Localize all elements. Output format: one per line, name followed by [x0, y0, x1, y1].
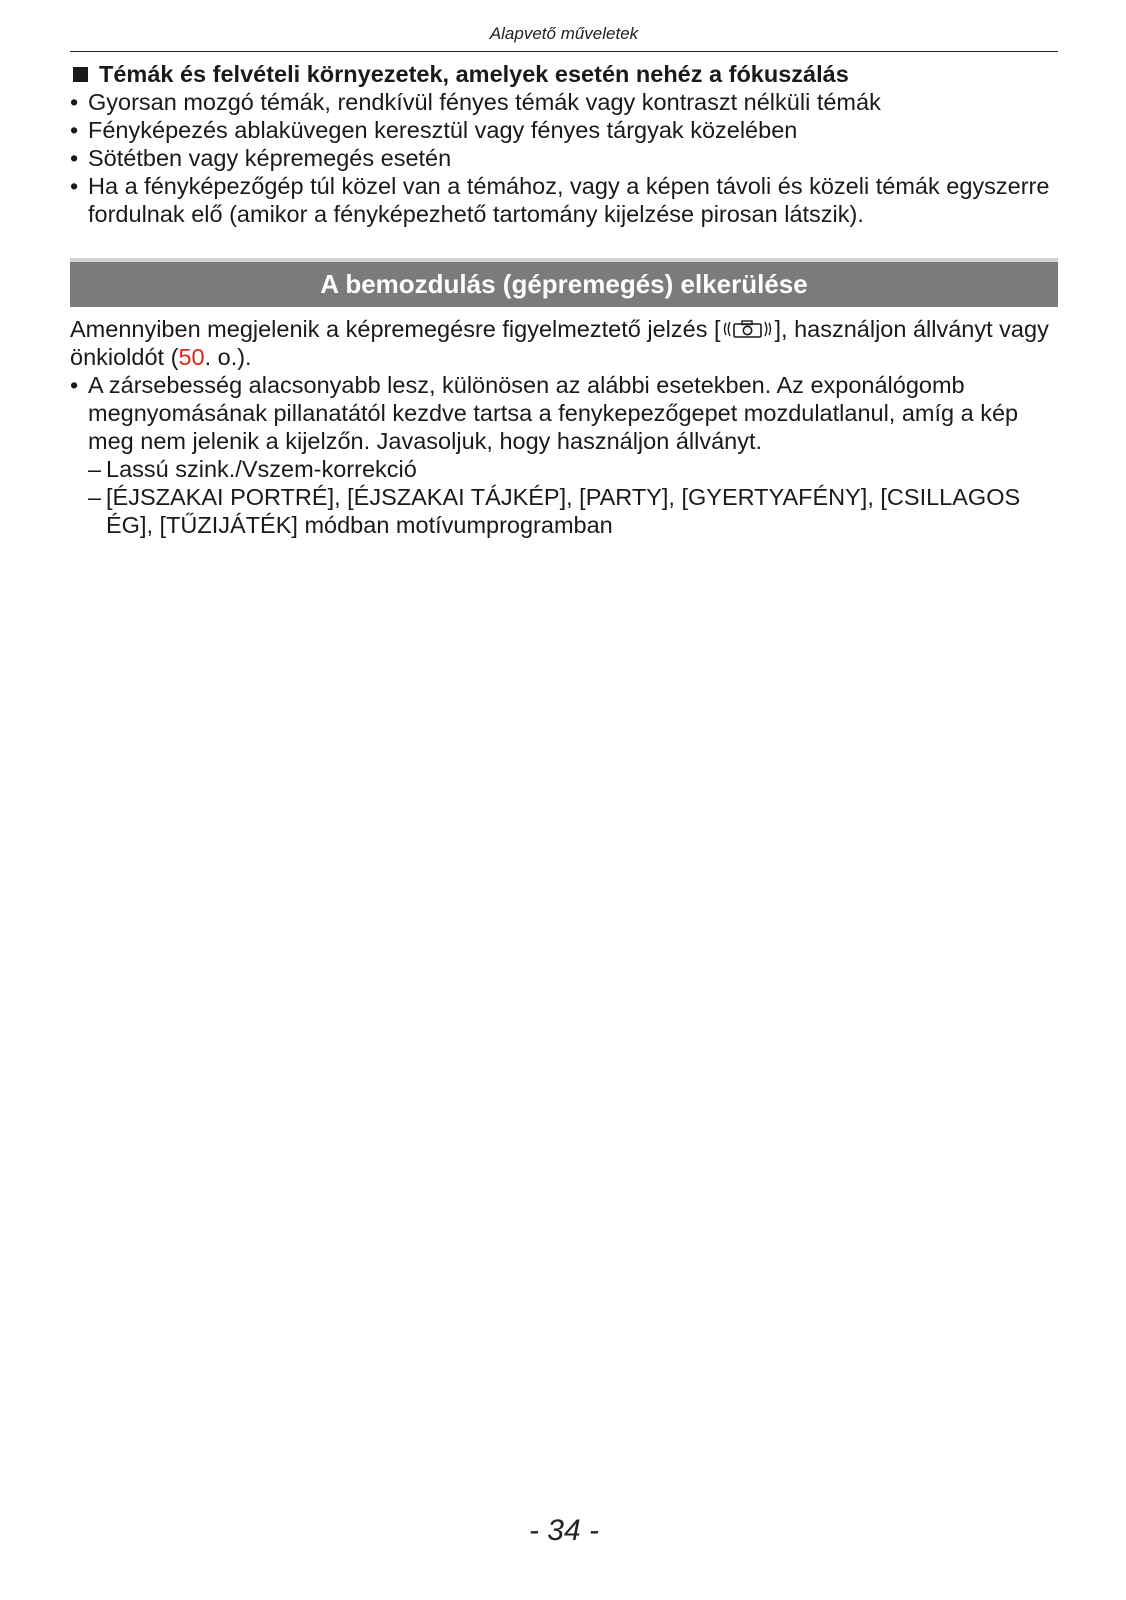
focus-difficulty-list [70, 88, 1058, 228]
dash: – [88, 456, 102, 482]
section-title: A bemozdulás (gépremegés) elkerülése [320, 269, 808, 299]
intro-text-middle: ], használjon állványt vagy önkioldót ( [70, 316, 1049, 370]
bullet: • [70, 372, 79, 398]
black-square-icon [73, 67, 88, 82]
list-item [70, 371, 1058, 539]
bullet: • [70, 89, 79, 115]
bullet: • [70, 173, 79, 199]
header-rule [70, 51, 1058, 52]
list-item [70, 88, 1058, 116]
list-item-text: Gyorsan mozgó témák, rendkívül fényes témák vagy kontraszt nélküli témák [88, 89, 881, 115]
page-reference-link[interactable]: 50 [178, 344, 205, 370]
dash-item [88, 483, 1058, 539]
dash-item-text: Lassú szink./Vszem-korrekció [106, 456, 417, 482]
shake-dash-list [88, 455, 1058, 539]
list-item-text: Sötétben vagy képremegés esetén [88, 145, 452, 171]
shake-intro-paragraph [70, 315, 1058, 371]
dash-item [88, 455, 1058, 483]
shake-bullet-list [70, 371, 1058, 539]
intro-text-start: Amennyiben megjelenik a képremegésre figyelmeztető jelzés [ [70, 316, 721, 342]
focus-difficulty-heading [70, 60, 1058, 88]
dash-item-text: [ÉJSZAKAI PORTRÉ], [ÉJSZAKAI TÁJKÉP], [PARTY], [GYERTYAFÉNY], [CSILLAGOS ÉG], [TŰZIJÁTÉK] módban motívumprogramban [106, 484, 1021, 538]
list-item-text: A zársebesség alacsonyabb lesz, különösen az alábbi esetekben. Az exponálógomb megnyomásának pillanatától kezdve tartsa a fenykepezőgepet mozdulatlanul, amíg a kép meg nem jelenik a kijelzőn. Javasoljuk, hogy használjon állványt. [88, 372, 1019, 454]
dash: – [88, 484, 102, 510]
running-header: Alapvető műveletek [489, 24, 639, 43]
manual-page [70, 0, 1058, 1600]
bullet: • [70, 117, 79, 143]
intro-text-end: . o.). [204, 344, 252, 370]
list-item [70, 172, 1058, 228]
camera-shake-warning-icon [721, 318, 775, 340]
focus-difficulty-heading-text: Témák és felvételi környezetek, amelyek esetén nehéz a fókuszálás [99, 61, 849, 87]
bullet: • [70, 145, 79, 171]
list-item [70, 116, 1058, 144]
list-item [70, 144, 1058, 172]
shake-avoidance-section [70, 315, 1058, 539]
list-item-text: Ha a fényképezőgép túl közel van a témához, vagy a képen távoli és közeli témák egyszerre fordulnak elő (amikor a fényképezhető tartomány kijelzése pirosan látszik). [88, 173, 1050, 227]
section-title-bar [70, 258, 1058, 307]
page-number: - 34 - [528, 1514, 600, 1547]
list-item-text: Fényképezés ablaküvegen keresztül vagy fényes tárgyak közelében [88, 117, 798, 143]
focus-difficulty-section [70, 60, 1058, 228]
